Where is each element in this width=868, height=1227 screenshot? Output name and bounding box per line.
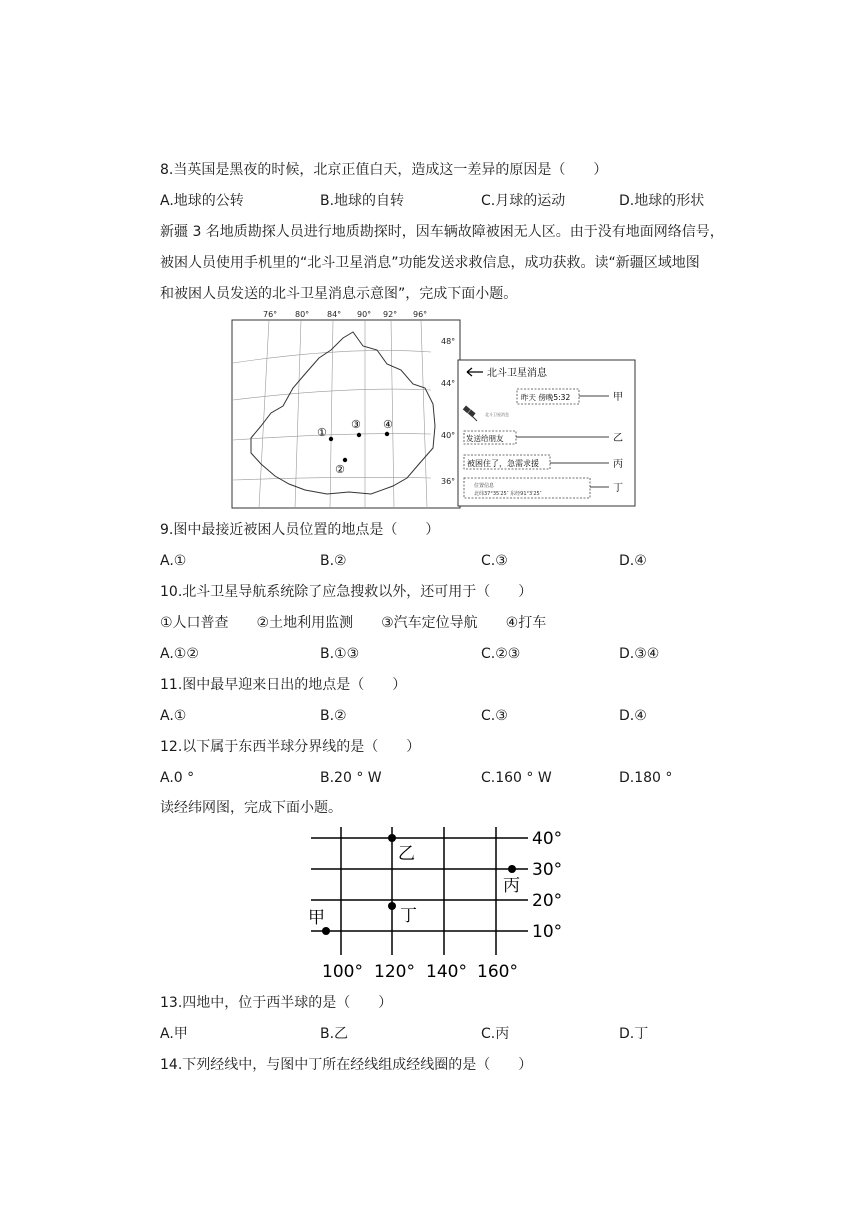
satellite-caption: 北斗卫星消息 bbox=[485, 412, 509, 417]
q12-option-b: B.20 ° W bbox=[320, 770, 382, 786]
grid-point-jia bbox=[322, 927, 330, 935]
map-point-3-label: ③ bbox=[351, 418, 361, 431]
q13-option-a: A.甲 bbox=[160, 1026, 188, 1042]
q8-option-b: B.地球的自转 bbox=[320, 193, 405, 209]
grid-point-ding bbox=[388, 902, 396, 910]
grid-point-yi bbox=[388, 834, 396, 842]
intro-line-3: 和被困人员发送的北斗卫星消息示意图”，完成下面小题。 bbox=[160, 286, 518, 302]
q13-option-b: B.乙 bbox=[320, 1026, 349, 1042]
q11-option-b: B.② bbox=[320, 708, 347, 724]
label-yi: 乙 bbox=[613, 433, 623, 444]
map-lon-label: 96° bbox=[413, 310, 428, 319]
grid-lon-label-120: 120° bbox=[374, 962, 415, 982]
map-lon-label: 92° bbox=[383, 310, 398, 319]
grid-point-bing-label: 丙 bbox=[503, 876, 520, 896]
map-lat-label: 48° bbox=[441, 337, 456, 346]
map-lat-label: 44° bbox=[441, 379, 456, 388]
label-ding: 丁 bbox=[613, 483, 623, 494]
q12-option-d: D.180 ° bbox=[619, 770, 673, 786]
q10-option-c: C.②③ bbox=[481, 646, 521, 662]
grid-lon-label-100: 100° bbox=[322, 962, 363, 982]
grid-lon-label-160: 160° bbox=[477, 962, 518, 982]
q10-option-a: A.①② bbox=[160, 646, 199, 662]
label-bing: 丙 bbox=[613, 459, 623, 470]
map-lat-label: 40° bbox=[441, 431, 456, 440]
q8-option-d: D.地球的形状 bbox=[619, 193, 705, 209]
q10-items: ①人口普查 ②土地利用监测 ③汽车定位导航 ④打车 bbox=[160, 615, 547, 631]
q11-stem: 11.图中最早迎来日出的地点是（ ） bbox=[160, 677, 407, 693]
map-lon-label: 84° bbox=[327, 310, 342, 319]
q13-option-d: D.丁 bbox=[619, 1026, 649, 1042]
map-lon-label: 90° bbox=[357, 310, 372, 319]
grid-lon-label-140: 140° bbox=[426, 962, 467, 982]
q12-option-a: A.0 ° bbox=[160, 770, 195, 786]
grid-lat-label-10: 10° bbox=[532, 922, 563, 942]
map-point-4-label: ④ bbox=[383, 418, 393, 431]
q10-option-b: B.①③ bbox=[320, 646, 360, 662]
map-lat-label: 36° bbox=[441, 477, 456, 486]
q10-stem: 10.北斗卫星导航系统除了应急搜救以外，还可用于（ ） bbox=[160, 584, 533, 600]
grid-point-jia-label: 甲 bbox=[308, 908, 325, 928]
q12-option-c: C.160 ° W bbox=[481, 770, 552, 786]
grid-lat-label-20: 20° bbox=[532, 891, 563, 911]
q14-stem: 14.下列经线中，与图中丁所在经线组成经线圈的是（ ） bbox=[160, 1057, 533, 1073]
message-header: 北斗卫星消息 bbox=[487, 368, 547, 379]
intro-line-1: 新疆 3 名地质勘探人员进行地质勘探时，因车辆故障被困无人区。由于没有地面网络信号， bbox=[160, 224, 724, 240]
map-lon-label: 76° bbox=[263, 310, 278, 319]
q9-stem: 9.图中最接近被困人员位置的地点是（ ） bbox=[160, 522, 440, 538]
q12-stem: 12.以下属于东西半球分界线的是（ ） bbox=[160, 739, 421, 755]
q13-option-c: C.丙 bbox=[481, 1026, 510, 1042]
message-content: 被困住了，急需求援 bbox=[467, 459, 539, 468]
map-point-1-label: ① bbox=[317, 426, 327, 439]
grid-point-ding-label: 丁 bbox=[400, 906, 417, 926]
map-point-4 bbox=[385, 432, 389, 436]
map-point-2 bbox=[343, 458, 347, 462]
q8-option-c: C.月球的运动 bbox=[481, 193, 566, 209]
grid-lat-label-30: 30° bbox=[532, 860, 563, 880]
q8-option-a: A.地球的公转 bbox=[160, 193, 244, 209]
grid-point-yi-label: 乙 bbox=[398, 844, 415, 864]
q11-option-d: D.④ bbox=[619, 708, 647, 724]
grid-lat-label-40: 40° bbox=[532, 829, 563, 849]
q13-stem: 13.四地中，位于西半球的是（ ） bbox=[160, 995, 393, 1011]
map-point-2-label: ② bbox=[335, 463, 345, 476]
label-jia: 甲 bbox=[613, 392, 623, 403]
location-coords: 北纬37°35′25″ 东经91°3′25″ bbox=[474, 491, 542, 497]
q9-option-b: B.② bbox=[320, 553, 347, 569]
q9-option-a: A.① bbox=[160, 553, 187, 569]
q10-option-d: D.③④ bbox=[619, 646, 660, 662]
intro-line-2: 被困人员使用手机里的“北斗卫星消息”功能发送求救信息，成功获救。读“新疆区域地图 bbox=[160, 255, 700, 271]
q11-option-c: C.③ bbox=[481, 708, 508, 724]
grid-point-bing bbox=[508, 865, 516, 873]
map-point-1 bbox=[329, 437, 333, 441]
beidou-message-panel bbox=[457, 359, 637, 508]
latlon-grid bbox=[300, 825, 580, 985]
map-point-3 bbox=[357, 433, 361, 437]
q8-stem: 8.当英国是黑夜的时候，北京正值白天，造成这一差异的原因是（ ） bbox=[160, 162, 608, 178]
message-sent-to: 发送给朋友 bbox=[466, 434, 504, 443]
location-title: 位置信息 bbox=[474, 483, 495, 489]
q11-option-a: A.① bbox=[160, 708, 187, 724]
message-time: 昨天 傍晚5:32 bbox=[521, 393, 571, 402]
intro2: 读经纬网图，完成下面小题。 bbox=[160, 800, 342, 816]
xinjiang-map bbox=[231, 308, 461, 510]
q9-option-c: C.③ bbox=[481, 553, 508, 569]
map-lon-label: 80° bbox=[295, 310, 310, 319]
q9-option-d: D.④ bbox=[619, 553, 647, 569]
